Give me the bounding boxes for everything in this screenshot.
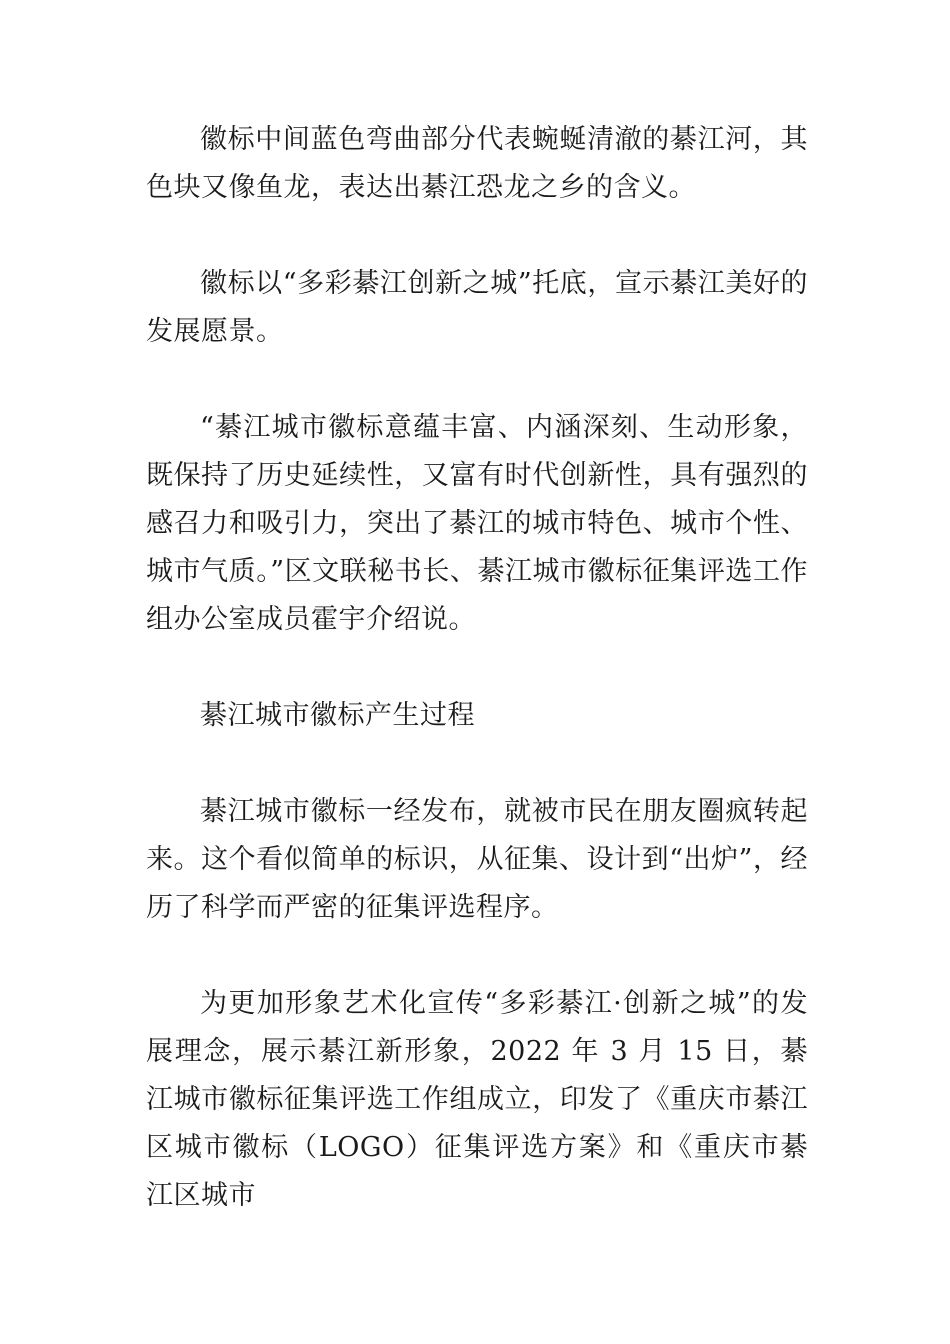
section-heading: 綦江城市徽标产生过程 (200, 700, 475, 731)
document-body (146, 116, 808, 1220)
paragraph-emblem-slogan: 徽标以“多彩綦江创新之城”托底，宣示綦江美好的发展愿景。 (146, 268, 808, 347)
paragraph-quote: “綦江城市徽标意蕴丰富、内涵深刻、生动形象，既保持了历史延续性，又富有时代创新性，具有强烈的感召力和吸引力，突出了綦江的城市特色、城市个性、城市气质。”区文联秘书长、綦江城市徽标征集评选工作组办公室成员霍宇介绍说。 (146, 412, 808, 635)
paragraph-emblem-meaning: 徽标中间蓝色弯曲部分代表蜿蜒清澈的綦江河，其色块又像鱼龙，表达出綦江恐龙之乡的含义。 (146, 124, 808, 203)
paragraph-release: 綦江城市徽标一经发布，就被市民在朋友圈疯转起来。这个看似简单的标识，从征集、设计到“出炉”，经历了科学而严密的征集评选程序。 (146, 796, 808, 923)
paragraph-process: 为更加形象艺术化宣传“多彩綦江·创新之城”的发展理念，展示綦江新形象，2022 年 3 月 15 日，綦江城市徽标征集评选工作组成立，印发了《重庆市綦江区城市徽标（LOGO）征集评选方案》和《重庆市綦江区城市 (146, 988, 808, 1211)
